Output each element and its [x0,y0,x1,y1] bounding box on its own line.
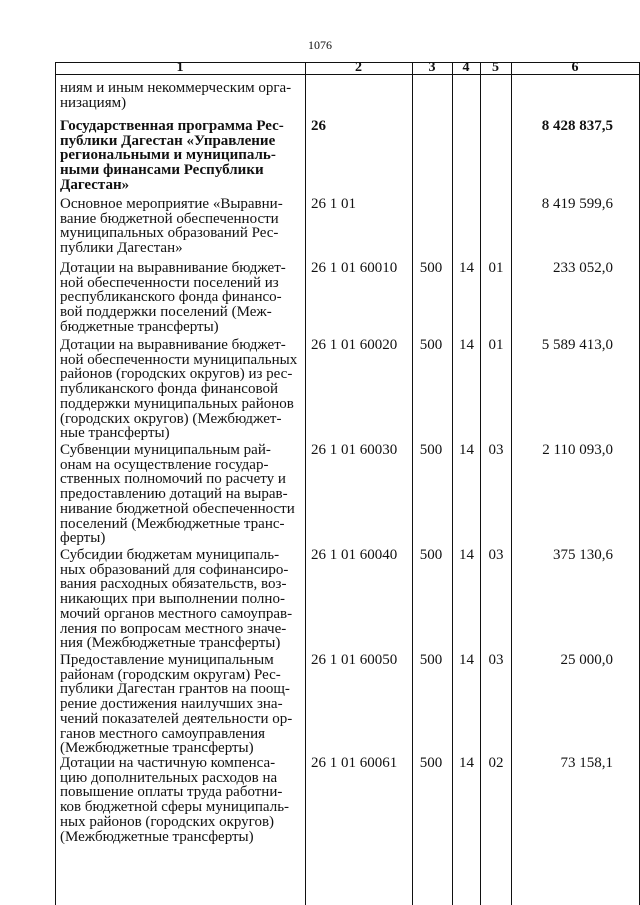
column-border [55,62,56,905]
row-name: Предоставление муниципальным районам (городским округам) Рес- публики Дагестан грантов на поощ- рение достижения наилучших зна- чений показателей деятельности ор- ганов местного самоуправления (Межбюджетные трансферты) [60,652,293,757]
row-name: Государственная программа Рес- публики Дагестан «Управление региональными и муниципаль- ными финансами Республики Дагестан» [60,118,284,193]
row-vr: 500 [419,337,443,353]
row-pr: 03 [488,442,504,458]
row-amount: 5 589 413,0 [541,337,613,353]
row-pr: 03 [488,652,504,668]
row-amount: 25 000,0 [560,652,613,668]
row-vr: 500 [419,755,443,771]
column-border [305,62,306,905]
column-border [511,62,512,905]
row-vr: 500 [419,547,443,563]
column-header: 3 [428,60,436,75]
row-vr: 500 [419,260,443,276]
row-rz: 14 [459,442,474,458]
row-code: 26 1 01 60010 [311,260,398,276]
row-rz: 14 [459,337,474,353]
column-header: 4 [462,60,470,75]
column-header: 5 [492,60,499,75]
row-code: 26 1 01 60040 [311,547,398,563]
column-header: 2 [355,60,362,75]
row-amount: 8 428 837,5 [541,118,613,134]
header-bottom-rule [55,74,640,75]
row-rz: 14 [459,260,474,276]
row-code: 26 1 01 60020 [311,337,398,353]
row-vr: 500 [419,652,443,668]
row-code: 26 1 01 60061 [311,755,398,771]
row-rz: 14 [459,755,474,771]
row-name: Субвенции муниципальным рай- онам на осуществление государ- ственных полномочий по расчету и предоставлению дотаций на вырав- нивание бюджетной обеспеченности поселений (Межбюджетные транс- ферты) [60,442,295,547]
row-name: Дотации на выравнивание бюджет- ной обеспеченности поселений из республиканского фонда финансо- вой поддержки поселений (Меж- бюджетные трансферты) [60,260,286,335]
row-amount: 8 419 599,6 [541,196,613,212]
budget-table [55,62,640,905]
row-name: ниям и иным некоммерческим орга- низациям) [60,80,292,111]
row-name: Дотации на выравнивание бюджет- ной обеспеченности муниципальных районов (городских округов) из рес- публиканского фонда финансовой поддержки муниципальных районов (городских округов) (Межбюджет- ные трансферты) [60,337,298,442]
row-pr: 02 [488,755,504,771]
row-pr: 01 [488,337,504,353]
row-rz: 14 [459,652,474,668]
row-name: Основное мероприятие «Выравни- вание бюджетной обеспеченности муниципальных образований Рес- публики Дагестан» [60,196,283,257]
row-code: 26 1 01 60030 [311,442,398,458]
row-amount: 2 110 093,0 [542,442,613,458]
column-header: 1 [176,60,184,75]
page-number: 1076 [308,38,332,52]
row-rz: 14 [459,547,474,563]
row-name: Дотации на частичную компенса- цию дополнительных расходов на повышение оплаты труда работни- ков бюджетной сферы муниципаль- ных районов (городских округов) (Межбюджетные трансферты) [60,755,290,845]
row-amount: 73 158,1 [560,755,613,771]
row-name: Субсидии бюджетам муниципаль- ных образований для софинансиро- вания расходных обязательств, воз- никающих при выполнении полно- мочий органов местного самоуправ- ления по вопросам местного значе- ния (Межбюджетные трансферты) [60,547,293,652]
column-border [412,62,413,905]
row-amount: 375 130,6 [553,547,613,563]
row-code: 26 1 01 [311,196,356,212]
column-header: 6 [571,60,579,75]
row-pr: 01 [488,260,504,276]
row-code: 26 [311,118,326,134]
column-border [452,62,453,905]
row-pr: 03 [488,547,504,563]
row-amount: 233 052,0 [553,260,613,276]
column-border [480,62,481,905]
row-vr: 500 [419,442,443,458]
row-code: 26 1 01 60050 [311,652,398,668]
